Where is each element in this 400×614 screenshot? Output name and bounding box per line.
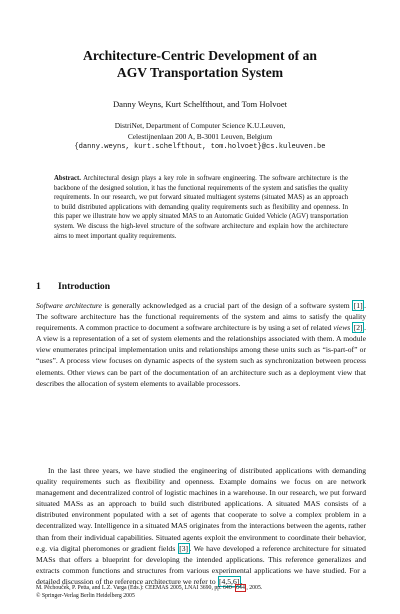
abstract-label: Abstract. xyxy=(54,175,81,182)
paragraph-2 xyxy=(36,465,366,587)
title-line-1: Architecture-Centric Development of an xyxy=(83,48,317,63)
citation-link-2[interactable]: [2] xyxy=(353,323,363,333)
affiliation-line-2: Celestijnenlaan 200 A, B-3001 Leuven, Belgium xyxy=(127,131,273,141)
author-list: Danny Weyns, Kurt Schelfthout, and Tom Holvoet xyxy=(112,99,288,109)
term-views: views xyxy=(333,323,351,333)
paragraph-1-text-c: . A view is a representation of a set of system elements and the relationships associated with them. A module view enumerates principal implementation units and relationships among these units such as “is-part-of” or “uses”. A process view focuses on dynamic aspects of the system such as synchronization between process elements. Other views can be part of the documentation of an architecture such as a deployment view that describes the allocation of system elements to available processors. xyxy=(36,323,366,388)
abstract-text: Architectural design plays a key role in software engineering. The software architecture is the backbone of the designed solution, it has the functional requirements of the system and satisfies the quality requirements. In our research, we put forward situated multiagent systems (situated MAS) as an approach to build distributed applications with demanding quality requirements such as flexibility and openness. In this paper we illustrate how we apply situated MAS to an Automatic Guided Vehicle (AGV) transportation system. We discuss the high-level structure of the software architecture and explain how the architecture aims to meet important quality requirements. xyxy=(54,175,348,240)
footer-page-link[interactable]: 644 xyxy=(236,585,245,591)
footer-citation-line xyxy=(36,584,366,592)
citation-link-1[interactable]: [1] xyxy=(353,301,363,310)
citation-link-4[interactable]: [4,5,6] xyxy=(219,576,240,586)
publication-footer xyxy=(36,584,366,601)
paragraph-1-text-b: . The software architecture has the functional requirements of the system and aims to satisfy the quality requirements. A common practice to document a software architecture is by using a set of related xyxy=(36,301,367,333)
affiliation-line-1: DistriNet, Department of Computer Science K.U.Leuven, xyxy=(114,121,286,130)
paragraph-2-text-c: . xyxy=(240,576,243,586)
section-number: 1 xyxy=(36,281,41,292)
paragraph-2-text-a: In the last three years, we have studied the engineering of distributed applications with demanding quality requirements such as flexibility and openness. Example domains we focus on are network management and decentralized control of logistic machines in a warehouse. In our research, we put forward situated MASs as an approach to build such distributed applications. A situated MAS consists of a distributed environment populated with a set of agents that cooperate to solve a complex problem in a decentralized way. Intelligence in a situated MAS originates from the interactions between the agents, rather than from their individual capabilities. Situated agents exploit the environment to coordinate their behavior, e.g. via digital pheromones or gradient fields xyxy=(36,466,366,553)
footer-text-a: M. Pěchouček, P. Petta, and L.Z. Varga (Eds.): CEEMAS 2005, LNAI 3690, pp. 640– xyxy=(36,585,235,591)
author-emails: {danny.weyns, kurt.schelfthout, tom.holvoet}@cs.kuleuven.be xyxy=(74,143,326,151)
title-line-2: AGV Transportation System xyxy=(116,65,284,80)
footer-text-b: , 2005. xyxy=(246,585,263,591)
citation-link-3[interactable]: [3] xyxy=(179,543,189,553)
term-software-architecture: Software architecture xyxy=(36,301,102,310)
affiliation xyxy=(40,121,360,153)
section-title: Introduction xyxy=(58,281,111,292)
paragraph-1-text-a: is generally acknowledged as a crucial part of the design of a software system xyxy=(101,301,353,310)
paper-title xyxy=(40,47,360,81)
footer-copyright: © Springer-Verlag Berlin Heidelberg 2005 xyxy=(36,593,135,600)
section-heading xyxy=(36,281,366,292)
abstract xyxy=(54,174,348,241)
paragraph-1 xyxy=(36,300,366,389)
paragraph-2-text-b: . We have developed a reference architecture for situated MASs that offers a blueprint for developing the intended applications. This reference generalizes and extracts common functions and structures from various experimental applications we have studied. For a detailed discussion of the reference architecture we refer to xyxy=(36,543,366,586)
